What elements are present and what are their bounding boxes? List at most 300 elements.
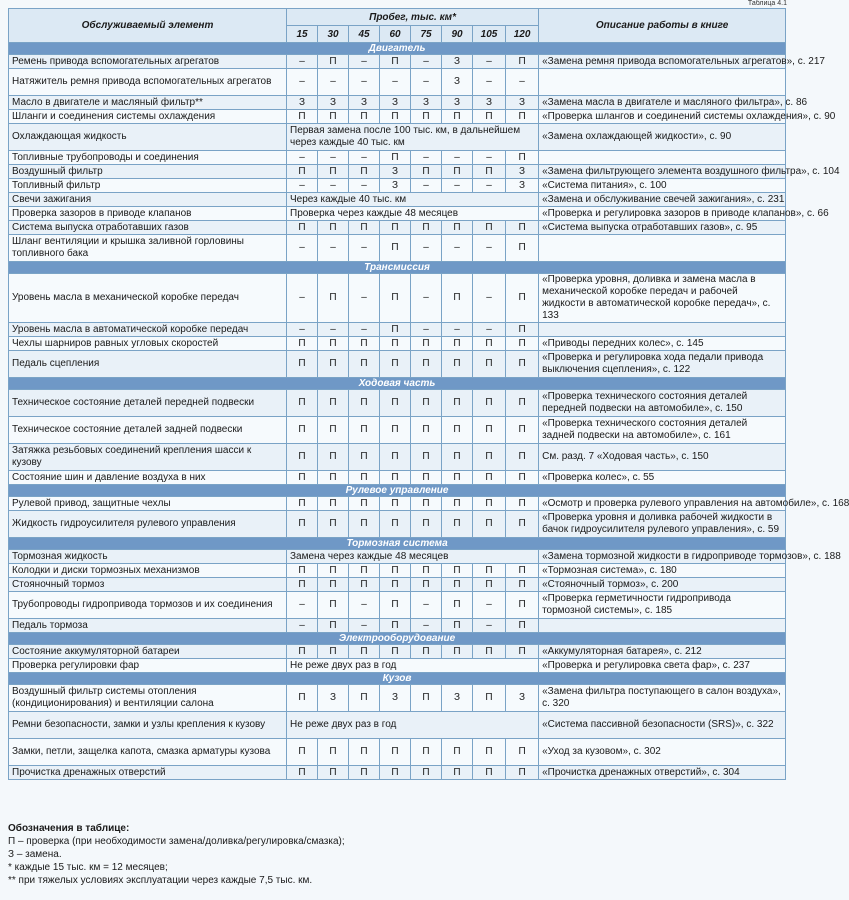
row-value-30: П bbox=[318, 417, 349, 444]
row-value-45: – bbox=[349, 235, 380, 262]
legend-line: П – проверка (при необходимости замена/доливка/регулировка/смазка); bbox=[8, 836, 345, 847]
row-value-105: П bbox=[473, 165, 506, 179]
row-value-15: – bbox=[287, 69, 318, 96]
row-value-75: – bbox=[411, 323, 442, 337]
row-value-30: П bbox=[318, 645, 349, 659]
header-col-75: 75 bbox=[411, 26, 442, 43]
header-desc: Описание работы в книге bbox=[539, 9, 786, 43]
header-col-105: 105 bbox=[473, 26, 506, 43]
header-col-30: 30 bbox=[318, 26, 349, 43]
row-element: Воздушный фильтр системы отопления (кондиционирования) и вентиляции салона bbox=[9, 685, 287, 712]
row-value-105: П bbox=[473, 110, 506, 124]
row-value-75: П bbox=[411, 351, 442, 378]
row-value-15: – bbox=[287, 55, 318, 69]
row-value-75: – bbox=[411, 592, 442, 619]
row-value-75: – bbox=[411, 151, 442, 165]
row-value-90: П bbox=[442, 337, 473, 351]
row-value-90: П bbox=[442, 417, 473, 444]
row-value-15: П bbox=[287, 766, 318, 780]
row-value-105: П bbox=[473, 685, 506, 712]
row-description: «Проверка и регулировка зазоров в приводе клапанов», с. 66 bbox=[539, 207, 786, 221]
row-value-60: П bbox=[380, 564, 411, 578]
row-description: «Проверка уровня, доливка и замена масла в механической коробке передач и рабочей жидкости в автоматической коробке передач», с. 133 bbox=[539, 274, 786, 323]
row-description: «Приводы передних колес», с. 145 bbox=[539, 337, 786, 351]
row-value-60: П bbox=[380, 619, 411, 633]
row-element: Проверка регулировки фар bbox=[9, 659, 287, 673]
row-value-60: П bbox=[380, 511, 411, 538]
legend-title: Обозначения в таблице: bbox=[8, 823, 130, 834]
row-value-105: П bbox=[473, 221, 506, 235]
row-value-60: П bbox=[380, 337, 411, 351]
row-value-75: П bbox=[411, 337, 442, 351]
row-value-30: П bbox=[318, 578, 349, 592]
row-value-30: П bbox=[318, 337, 349, 351]
row-value-60: П bbox=[380, 55, 411, 69]
row-description bbox=[539, 69, 786, 96]
row-value-15: П bbox=[287, 165, 318, 179]
row-value-75: – bbox=[411, 179, 442, 193]
row-description: «Система пассивной безопасности (SRS)», с. 322 bbox=[539, 712, 786, 739]
row-value-90: П bbox=[442, 221, 473, 235]
row-value-45: П bbox=[349, 645, 380, 659]
row-value-30: – bbox=[318, 69, 349, 96]
row-value-75: П bbox=[411, 221, 442, 235]
row-description: См. разд. 7 «Ходовая часть», с. 150 bbox=[539, 444, 786, 471]
row-value-15: П bbox=[287, 564, 318, 578]
section-header bbox=[9, 43, 786, 55]
row-element: Топливный фильтр bbox=[9, 179, 287, 193]
table-row bbox=[9, 221, 786, 235]
legend-line: * каждые 15 тыс. км = 12 месяцев; bbox=[8, 862, 168, 873]
row-value-90: П bbox=[442, 444, 473, 471]
row-value-90: П bbox=[442, 619, 473, 633]
row-value-90: – bbox=[442, 323, 473, 337]
row-element: Стояночный тормоз bbox=[9, 578, 287, 592]
row-value-75: П bbox=[411, 390, 442, 417]
table-row bbox=[9, 511, 786, 538]
row-value-15: П bbox=[287, 511, 318, 538]
row-value-45: П bbox=[349, 417, 380, 444]
row-description: «Система выпуска отработавших газов», с. 95 bbox=[539, 221, 786, 235]
header-col-90: 90 bbox=[442, 26, 473, 43]
table-row bbox=[9, 471, 786, 485]
row-value-30: П bbox=[318, 739, 349, 766]
row-value-60: П bbox=[380, 645, 411, 659]
table-row bbox=[9, 564, 786, 578]
row-value-105: П bbox=[473, 511, 506, 538]
top-caption-bar bbox=[0, 0, 793, 8]
row-value-60: П bbox=[380, 444, 411, 471]
row-value-105: П bbox=[473, 351, 506, 378]
row-value-30: – bbox=[318, 151, 349, 165]
row-value-105: З bbox=[473, 96, 506, 110]
row-element: Трубопроводы гидропривода тормозов и их соединения bbox=[9, 592, 287, 619]
row-interval-note: Через каждые 40 тыс. км bbox=[287, 193, 539, 207]
section-title: Трансмиссия bbox=[9, 262, 786, 274]
row-value-90: П bbox=[442, 592, 473, 619]
row-interval-note: Первая замена после 100 тыс. км, в дальнейшем через каждые 40 тыс. км bbox=[287, 124, 539, 151]
row-value-90: П bbox=[442, 497, 473, 511]
table-row bbox=[9, 124, 786, 151]
row-description: «Замена и обслуживание свечей зажигания», с. 231 bbox=[539, 193, 786, 207]
row-value-45: П bbox=[349, 578, 380, 592]
row-value-90: П bbox=[442, 578, 473, 592]
row-value-90: П bbox=[442, 165, 473, 179]
row-value-105: П bbox=[473, 739, 506, 766]
row-value-105: – bbox=[473, 323, 506, 337]
table-row bbox=[9, 417, 786, 444]
row-description: «Замена фильтра поступающего в салон воздуха», с. 320 bbox=[539, 685, 786, 712]
row-description: «Проверка уровня и доливка рабочей жидкости в бачок гидроусилителя рулевого управления», с. 59 bbox=[539, 511, 786, 538]
row-value-120: П bbox=[506, 390, 539, 417]
row-description: «Проверка технического состояния деталей передней подвески на автомобиле», с. 150 bbox=[539, 390, 786, 417]
row-interval-note: Замена через каждые 48 месяцев bbox=[287, 550, 539, 564]
row-element: Замки, петли, защелка капота, смазка арматуры кузова bbox=[9, 739, 287, 766]
row-value-30: – bbox=[318, 235, 349, 262]
row-element: Техническое состояние деталей передней подвески bbox=[9, 390, 287, 417]
maintenance-table-page bbox=[8, 8, 849, 780]
row-value-75: – bbox=[411, 69, 442, 96]
row-value-60: П bbox=[380, 110, 411, 124]
row-value-120: П bbox=[506, 323, 539, 337]
row-value-60: П bbox=[380, 221, 411, 235]
row-value-15: П bbox=[287, 351, 318, 378]
row-value-90: П bbox=[442, 766, 473, 780]
row-value-30: – bbox=[318, 179, 349, 193]
row-description bbox=[539, 619, 786, 633]
row-value-75: П bbox=[411, 417, 442, 444]
row-value-90: З bbox=[442, 69, 473, 96]
row-value-15: – bbox=[287, 323, 318, 337]
row-value-120: П bbox=[506, 235, 539, 262]
row-value-60: П bbox=[380, 739, 411, 766]
row-value-75: П bbox=[411, 645, 442, 659]
header-elem: Обслуживаемый элемент bbox=[9, 9, 287, 43]
table-row bbox=[9, 659, 786, 673]
row-element: Тормозная жидкость bbox=[9, 550, 287, 564]
row-value-30: П bbox=[318, 444, 349, 471]
row-value-45: З bbox=[349, 96, 380, 110]
row-value-120: П bbox=[506, 55, 539, 69]
row-value-60: З bbox=[380, 685, 411, 712]
row-value-105: – bbox=[473, 179, 506, 193]
row-interval-note: Не реже двух раз в год bbox=[287, 712, 539, 739]
row-value-120: П bbox=[506, 444, 539, 471]
row-value-60: П bbox=[380, 235, 411, 262]
row-value-45: П bbox=[349, 221, 380, 235]
row-value-120: П bbox=[506, 511, 539, 538]
table-row bbox=[9, 165, 786, 179]
row-value-120: П bbox=[506, 337, 539, 351]
row-value-120: П bbox=[506, 766, 539, 780]
row-element: Чехлы шарниров равных угловых скоростей bbox=[9, 337, 287, 351]
table-row bbox=[9, 685, 786, 712]
row-element: Рулевой привод, защитные чехлы bbox=[9, 497, 287, 511]
row-value-60: П bbox=[380, 497, 411, 511]
row-description bbox=[539, 323, 786, 337]
row-value-90: З bbox=[442, 96, 473, 110]
row-value-75: П bbox=[411, 564, 442, 578]
row-value-120: П bbox=[506, 497, 539, 511]
row-description bbox=[539, 151, 786, 165]
row-value-120: П bbox=[506, 645, 539, 659]
row-value-60: З bbox=[380, 165, 411, 179]
row-description: «Замена тормозной жидкости в гидроприводе тормозов», с. 188 bbox=[539, 550, 786, 564]
table-row bbox=[9, 179, 786, 193]
row-value-75: – bbox=[411, 55, 442, 69]
row-value-120: П bbox=[506, 417, 539, 444]
row-value-60: П bbox=[380, 766, 411, 780]
row-value-105: П bbox=[473, 471, 506, 485]
row-element: Проверка зазоров в приводе клапанов bbox=[9, 207, 287, 221]
section-header bbox=[9, 673, 786, 685]
row-value-15: – bbox=[287, 592, 318, 619]
legend-line: ** при тяжелых условиях эксплуатации через каждые 7,5 тыс. км. bbox=[8, 875, 313, 886]
row-value-15: П bbox=[287, 497, 318, 511]
row-value-105: П bbox=[473, 444, 506, 471]
row-value-105: – bbox=[473, 592, 506, 619]
table-row bbox=[9, 151, 786, 165]
row-value-105: П bbox=[473, 390, 506, 417]
row-description: «Проверка и регулировка хода педали привода выключения сцепления», с. 122 bbox=[539, 351, 786, 378]
row-value-120: П bbox=[506, 351, 539, 378]
row-value-90: П bbox=[442, 274, 473, 323]
table-row bbox=[9, 96, 786, 110]
row-value-30: – bbox=[318, 323, 349, 337]
row-value-120: П bbox=[506, 739, 539, 766]
row-value-120: З bbox=[506, 179, 539, 193]
row-element: Ремень привода вспомогательных агрегатов bbox=[9, 55, 287, 69]
row-value-15: П bbox=[287, 221, 318, 235]
row-value-75: – bbox=[411, 274, 442, 323]
row-description: «Замена фильтрующего элемента воздушного фильтра», с. 104 bbox=[539, 165, 786, 179]
row-value-30: П bbox=[318, 497, 349, 511]
row-value-15: П bbox=[287, 417, 318, 444]
row-value-45: П bbox=[349, 351, 380, 378]
row-value-45: П bbox=[349, 511, 380, 538]
row-interval-note: Проверка через каждые 48 месяцев bbox=[287, 207, 539, 221]
row-element: Воздушный фильтр bbox=[9, 165, 287, 179]
row-value-105: – bbox=[473, 619, 506, 633]
row-value-30: П bbox=[318, 110, 349, 124]
row-value-30: П bbox=[318, 390, 349, 417]
row-value-120: – bbox=[506, 69, 539, 96]
row-value-45: П bbox=[349, 165, 380, 179]
section-header bbox=[9, 378, 786, 390]
row-value-105: П bbox=[473, 564, 506, 578]
row-description: «Проверка технического состояния деталей задней подвески на автомобиле», с. 161 bbox=[539, 417, 786, 444]
row-value-120: П bbox=[506, 151, 539, 165]
row-value-15: П bbox=[287, 578, 318, 592]
table-row bbox=[9, 110, 786, 124]
row-value-60: П bbox=[380, 578, 411, 592]
row-value-30: З bbox=[318, 96, 349, 110]
row-value-120: П bbox=[506, 221, 539, 235]
row-value-75: П bbox=[411, 444, 442, 471]
table-row bbox=[9, 592, 786, 619]
row-value-45: П bbox=[349, 766, 380, 780]
row-value-105: П bbox=[473, 417, 506, 444]
section-title: Рулевое управление bbox=[9, 485, 786, 497]
row-value-15: З bbox=[287, 96, 318, 110]
row-value-30: П bbox=[318, 165, 349, 179]
row-element: Затяжка резьбовых соединений крепления шасси к кузову bbox=[9, 444, 287, 471]
row-value-45: – bbox=[349, 151, 380, 165]
row-value-15: П bbox=[287, 337, 318, 351]
row-value-60: П bbox=[380, 274, 411, 323]
row-value-105: П bbox=[473, 766, 506, 780]
row-value-90: З bbox=[442, 685, 473, 712]
table-row bbox=[9, 619, 786, 633]
row-description: «Уход за кузовом», с. 302 bbox=[539, 739, 786, 766]
row-value-75: П bbox=[411, 511, 442, 538]
row-value-45: – bbox=[349, 323, 380, 337]
row-element: Колодки и диски тормозных механизмов bbox=[9, 564, 287, 578]
row-element: Прочистка дренажных отверстий bbox=[9, 766, 287, 780]
row-value-45: – bbox=[349, 619, 380, 633]
table-row bbox=[9, 766, 786, 780]
row-value-60: П bbox=[380, 390, 411, 417]
table-row bbox=[9, 550, 786, 564]
table-row bbox=[9, 207, 786, 221]
header-col-45: 45 bbox=[349, 26, 380, 43]
row-value-75: П bbox=[411, 739, 442, 766]
row-element: Состояние шин и давление воздуха в них bbox=[9, 471, 287, 485]
section-header bbox=[9, 485, 786, 497]
row-value-45: – bbox=[349, 179, 380, 193]
row-value-75: П bbox=[411, 578, 442, 592]
row-value-90: П bbox=[442, 471, 473, 485]
row-value-120: П bbox=[506, 578, 539, 592]
row-value-75: П bbox=[411, 766, 442, 780]
header-col-15: 15 bbox=[287, 26, 318, 43]
row-description bbox=[539, 235, 786, 262]
row-value-30: П bbox=[318, 221, 349, 235]
row-value-60: П bbox=[380, 592, 411, 619]
row-element: Уровень масла в механической коробке передач bbox=[9, 274, 287, 323]
row-value-90: – bbox=[442, 235, 473, 262]
row-description: «Прочистка дренажных отверстий», с. 304 bbox=[539, 766, 786, 780]
row-element: Уровень масла в автоматической коробке передач bbox=[9, 323, 287, 337]
row-value-105: – bbox=[473, 55, 506, 69]
row-value-120: П bbox=[506, 592, 539, 619]
table-row bbox=[9, 337, 786, 351]
section-title: Ходовая часть bbox=[9, 378, 786, 390]
row-value-75: – bbox=[411, 619, 442, 633]
row-description: «Проверка герметичности гидропривода тормозной системы», с. 185 bbox=[539, 592, 786, 619]
row-value-15: – bbox=[287, 619, 318, 633]
row-value-90: П bbox=[442, 511, 473, 538]
row-value-60: П bbox=[380, 323, 411, 337]
row-description: «Стояночный тормоз», с. 200 bbox=[539, 578, 786, 592]
row-value-30: З bbox=[318, 685, 349, 712]
row-value-30: П bbox=[318, 766, 349, 780]
row-value-15: П bbox=[287, 444, 318, 471]
row-interval-note: Не реже двух раз в год bbox=[287, 659, 539, 673]
table-row bbox=[9, 274, 786, 323]
legend-line: З – замена. bbox=[8, 849, 62, 860]
row-description: «Замена ремня привода вспомогательных агрегатов», с. 217 bbox=[539, 55, 786, 69]
row-value-120: З bbox=[506, 96, 539, 110]
table-row bbox=[9, 444, 786, 471]
maintenance-schedule-table bbox=[8, 8, 849, 780]
row-element: Техническое состояние деталей задней подвески bbox=[9, 417, 287, 444]
section-title: Кузов bbox=[9, 673, 786, 685]
row-value-45: П bbox=[349, 337, 380, 351]
row-element: Жидкость гидроусилителя рулевого управления bbox=[9, 511, 287, 538]
row-value-120: З bbox=[506, 685, 539, 712]
row-value-90: П bbox=[442, 110, 473, 124]
table-row bbox=[9, 351, 786, 378]
row-value-75: П bbox=[411, 471, 442, 485]
row-value-15: П bbox=[287, 685, 318, 712]
header-col-60: 60 bbox=[380, 26, 411, 43]
table-row bbox=[9, 193, 786, 207]
table-row bbox=[9, 235, 786, 262]
row-description: «Проверка шлангов и соединений системы охлаждения», с. 90 bbox=[539, 110, 786, 124]
row-value-30: П bbox=[318, 564, 349, 578]
row-element: Масло в двигателе и масляный фильтр** bbox=[9, 96, 287, 110]
row-element: Состояние аккумуляторной батареи bbox=[9, 645, 287, 659]
row-element: Ремни безопасности, замки и узлы крепления к кузову bbox=[9, 712, 287, 739]
row-value-45: П bbox=[349, 739, 380, 766]
row-value-105: П bbox=[473, 337, 506, 351]
row-value-60: З bbox=[380, 179, 411, 193]
row-value-15: П bbox=[287, 739, 318, 766]
row-value-90: П bbox=[442, 645, 473, 659]
row-description: «Система питания», с. 100 bbox=[539, 179, 786, 193]
row-value-90: П bbox=[442, 390, 473, 417]
row-value-75: П bbox=[411, 165, 442, 179]
row-value-15: – bbox=[287, 235, 318, 262]
row-value-45: – bbox=[349, 274, 380, 323]
row-value-15: П bbox=[287, 471, 318, 485]
row-value-45: – bbox=[349, 69, 380, 96]
legend bbox=[8, 822, 785, 887]
row-value-75: П bbox=[411, 110, 442, 124]
row-value-30: П bbox=[318, 619, 349, 633]
table-row bbox=[9, 497, 786, 511]
row-value-45: П bbox=[349, 564, 380, 578]
row-value-90: П bbox=[442, 739, 473, 766]
row-element: Шланг вентиляции и крышка заливной горловины топливного бака bbox=[9, 235, 287, 262]
row-value-30: П bbox=[318, 511, 349, 538]
section-title: Электрооборудование bbox=[9, 633, 786, 645]
row-value-30: П bbox=[318, 351, 349, 378]
row-description: «Осмотр и проверка рулевого управления на автомобиле», с. 168 bbox=[539, 497, 786, 511]
row-value-15: П bbox=[287, 645, 318, 659]
section-title: Двигатель bbox=[9, 43, 786, 55]
section-header bbox=[9, 538, 786, 550]
row-value-105: П bbox=[473, 497, 506, 511]
row-value-15: – bbox=[287, 274, 318, 323]
row-value-105: – bbox=[473, 69, 506, 96]
section-title: Тормозная система bbox=[9, 538, 786, 550]
row-value-90: – bbox=[442, 151, 473, 165]
row-description: «Проверка и регулировка света фар», с. 237 bbox=[539, 659, 786, 673]
row-value-75: – bbox=[411, 235, 442, 262]
header-mileage: Пробег, тыс. км* bbox=[287, 9, 539, 26]
row-value-90: П bbox=[442, 564, 473, 578]
row-value-120: З bbox=[506, 165, 539, 179]
row-value-90: – bbox=[442, 179, 473, 193]
table-row bbox=[9, 323, 786, 337]
row-value-60: П bbox=[380, 351, 411, 378]
table-row bbox=[9, 69, 786, 96]
row-value-45: П bbox=[349, 497, 380, 511]
row-value-30: П bbox=[318, 274, 349, 323]
row-value-60: П bbox=[380, 151, 411, 165]
